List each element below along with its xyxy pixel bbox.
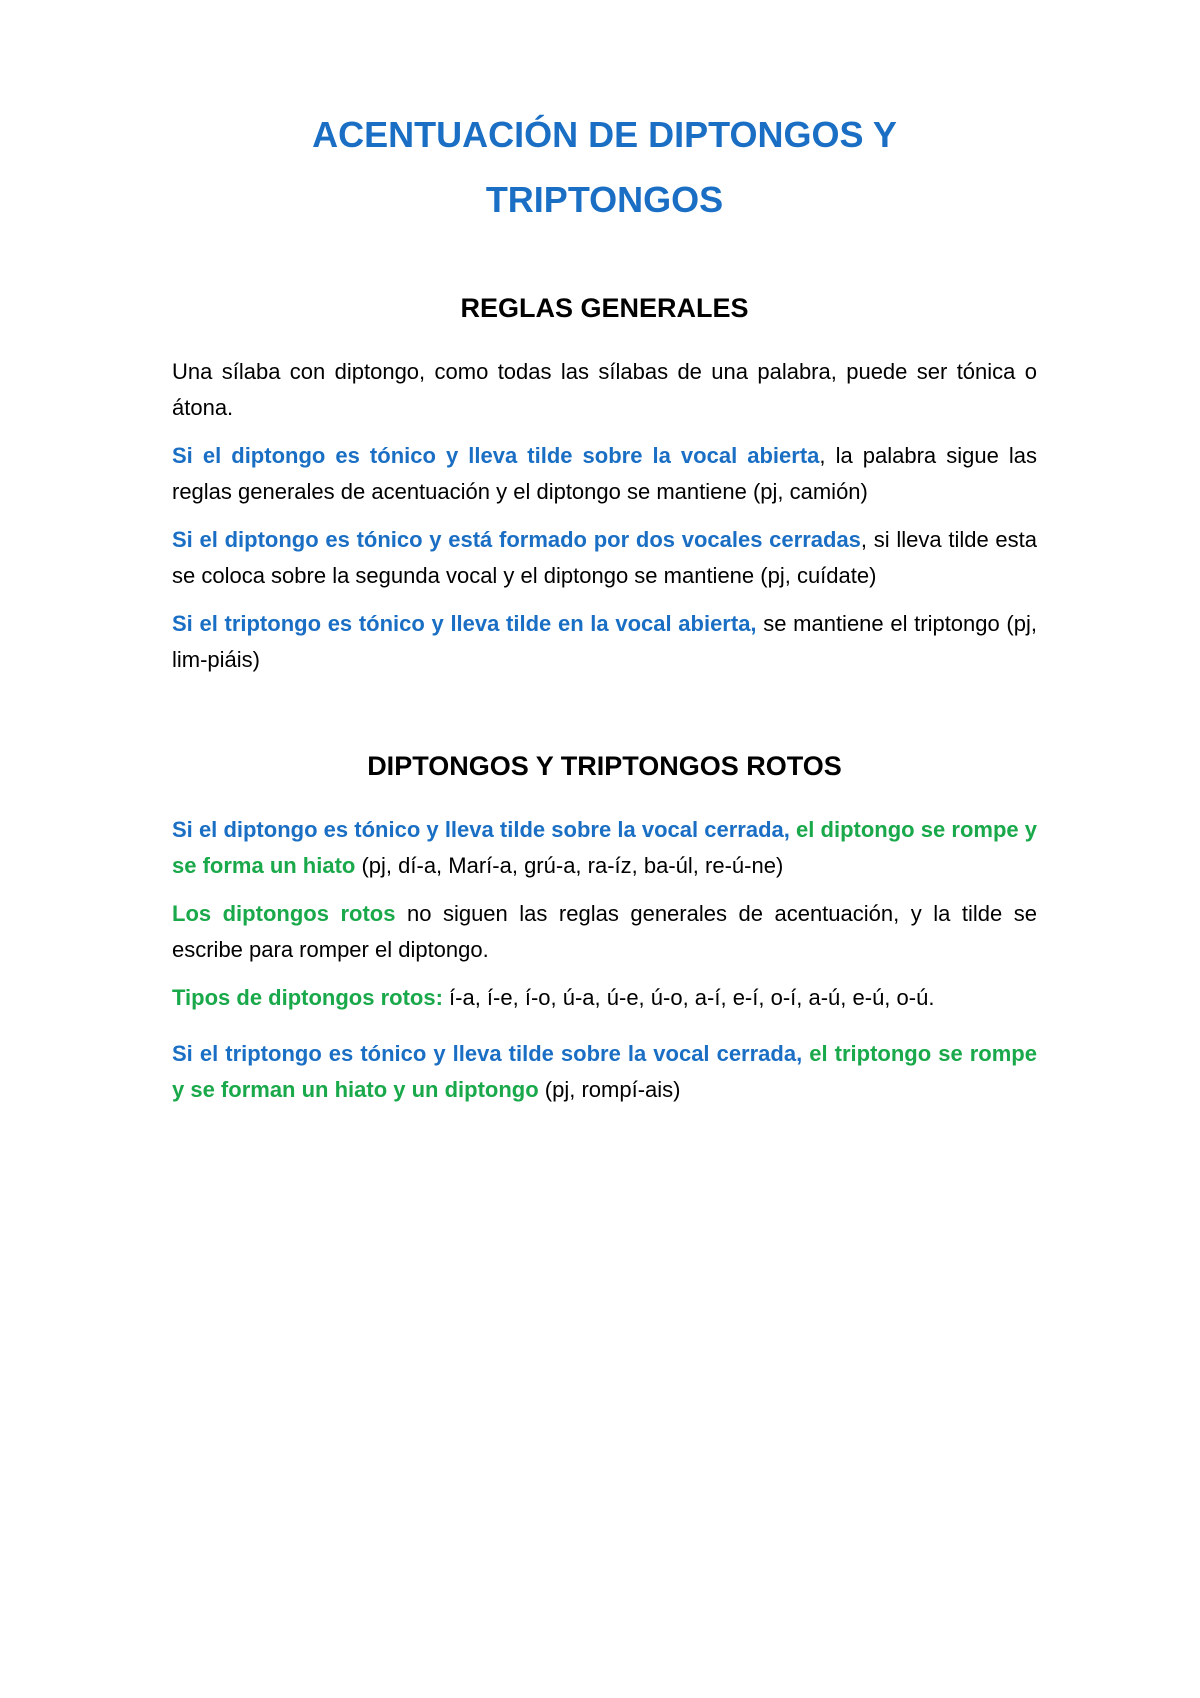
- highlight-green: Los diptongos rotos: [172, 901, 396, 926]
- highlight-blue: Si el triptongo es tónico y lleva tilde en la vocal abierta,: [172, 611, 757, 636]
- paragraph-diptongo-vocales-cerradas: Si el diptongo es tónico y está formado por dos vocales cerradas, si lleva tilde esta se coloca sobre la segunda vocal y el diptongo se mantiene (pj, cuídate): [172, 527, 1038, 588]
- paragraph-triptongo-vocal-abierta: Si el triptongo es tónico y lleva tilde en la vocal abierta, se mantiene el triptongo (pj, lim-piáis): [172, 611, 1037, 672]
- highlight-blue: Si el triptongo es tónico y lleva tilde sobre la vocal cerrada,: [172, 1041, 803, 1066]
- paragraph-diptongo-vocal-abierta: Si el diptongo es tónico y lleva tilde sobre la vocal abierta, la palabra sigue las reglas generales de acentuación y el diptongo se mantiene (pj, camión): [172, 443, 1037, 504]
- paragraph-tipos-diptongos-rotos: Tipos de diptongos rotos: í-a, í-e, í-o, ú-a, ú-e, ú-o, a-í, e-í, o-í, a-ú, e-ú, o-ú.: [172, 985, 935, 1010]
- section-heading-reglas-generales: REGLAS GENERALES: [460, 293, 749, 323]
- document-page: [172, 0, 1037, 1108]
- title-line-2: TRIPTONGOS: [485, 179, 724, 220]
- highlight-blue: Si el diptongo es tónico y lleva tilde sobre la vocal cerrada,: [172, 817, 790, 842]
- section-heading-rotos: DIPTONGOS Y TRIPTONGOS ROTOS: [367, 751, 842, 781]
- document-title: [172, 102, 1037, 232]
- paragraph-silaba-diptongo: Una sílaba con diptongo, como todas las sílabas de una palabra, puede ser tónica o átona.: [172, 359, 1037, 420]
- paragraph-diptongo-roto: Si el diptongo es tónico y lleva tilde sobre la vocal cerrada, el diptongo se rompe y se forma un hiato (pj, dí-a, Marí-a, grú-a, ra-íz, ba-úl, re-ú-ne): [172, 817, 1037, 878]
- highlight-blue: Si el diptongo es tónico y está formado por dos vocales cerradas: [172, 527, 861, 552]
- highlight-green: el diptongo se rompe y se forma un hiato: [172, 817, 1037, 878]
- title-line-1: ACENTUACIÓN DE DIPTONGOS Y: [312, 114, 897, 155]
- highlight-green: Tipos de diptongos rotos:: [172, 985, 443, 1010]
- highlight-green: el triptongo se rompe y se forman un hiato y un diptongo: [172, 1041, 1037, 1102]
- highlight-blue: Si el diptongo es tónico y lleva tilde sobre la vocal abierta: [172, 443, 820, 468]
- paragraph-diptongos-rotos-reglas: Los diptongos rotos no siguen las reglas generales de acentuación, y la tilde se escribe para romper el diptongo.: [172, 901, 1037, 962]
- paragraph-triptongo-roto: Si el triptongo es tónico y lleva tilde sobre la vocal cerrada, el triptongo se rompe y se forman un hiato y un diptongo (pj, rompí-ais): [172, 1041, 1037, 1102]
